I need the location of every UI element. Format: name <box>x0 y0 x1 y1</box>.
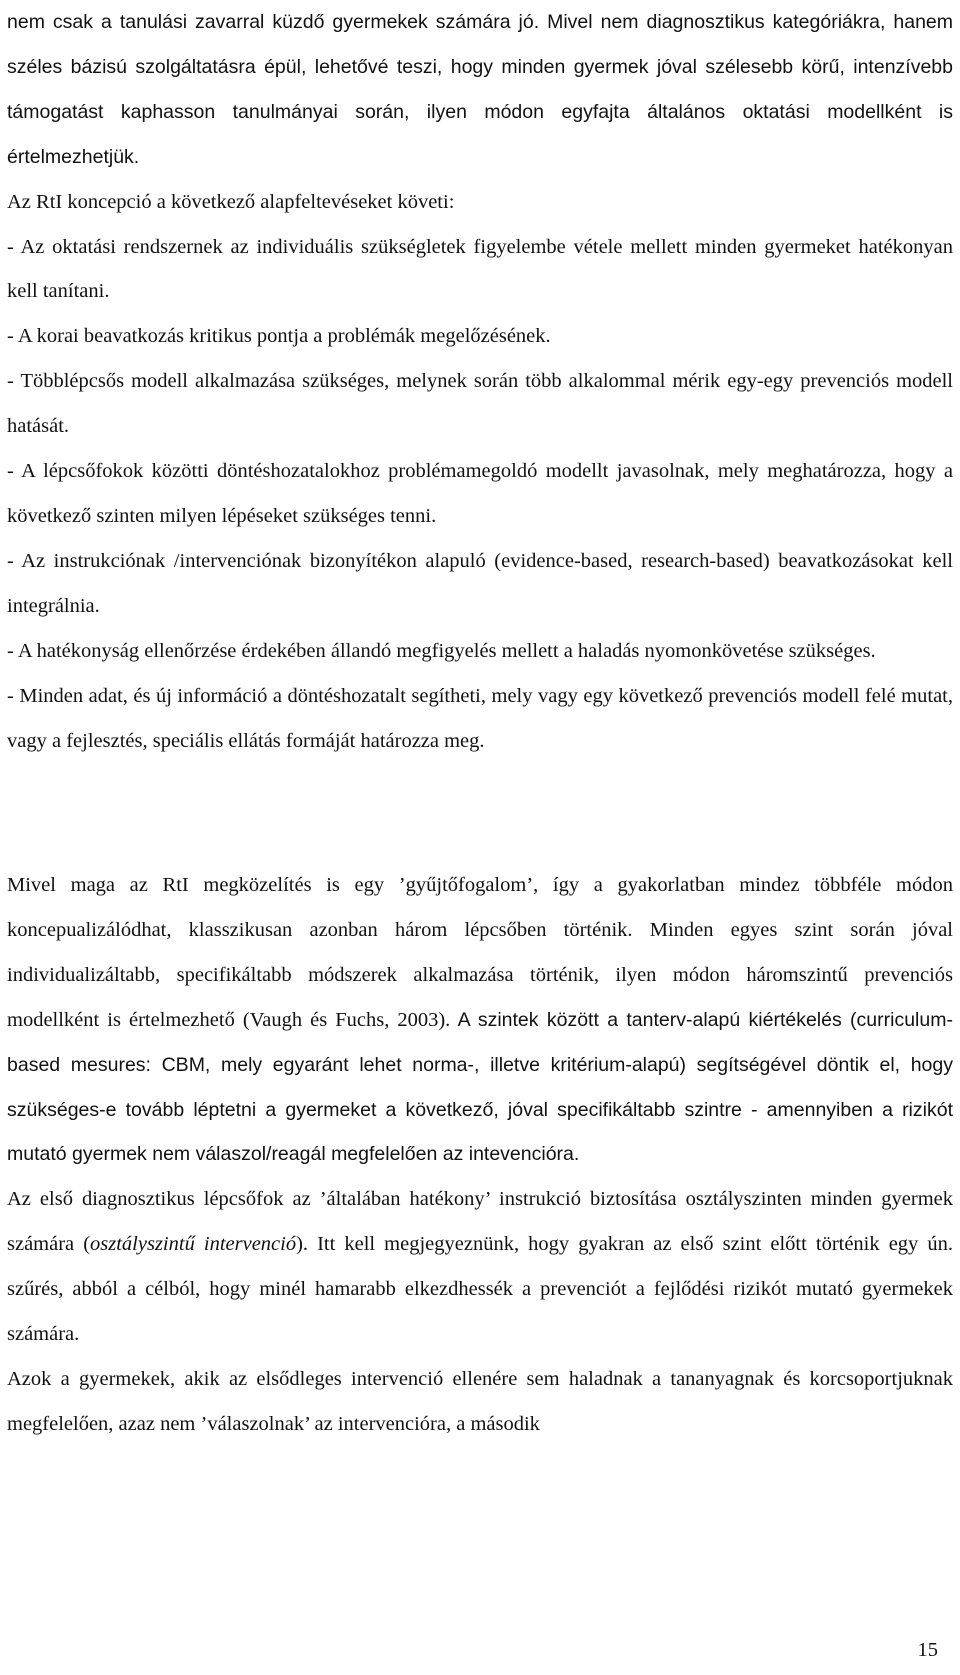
list-item-assumption-5: - Az instrukciónak /intervenciónak bizonyítékon alapuló (evidence-based, research-based) beavatkozásokat kell integrálnia. <box>7 549 953 617</box>
paragraph-assumptions-lead: Az RtI koncepció a következő alapfeltevéseket követi: <box>7 190 455 213</box>
paragraph-rti-levels-part-2: A szintek között a tanterv-alapú kiértékelés (curriculum-based mesures: CBM, mely egyaránt lehet norma-, illetve kritérium-alapú) segítségével döntik el, hogy szükséges-e tovább léptetni a gyermeket a következő, jóval specifikáltabb szintre - amennyiben a rizikót mutató gyermek nem válaszol/reagál megfelelően az intevencióra. <box>7 1008 953 1166</box>
paragraph-first-level <box>7 1177 953 1357</box>
paragraph-rti-levels <box>7 863 953 1177</box>
text-block-upper <box>7 0 953 763</box>
paragraph-rti-levels-part-1: Mivel maga az RtI megközelítés is egy ’gyűjtőfogalom’, így a gyakorlatban mindez többféle módon koncepualizálódhat, klasszikusan azonban három lépcsőben történik. Minden egyes szint során jóval individualizáltabb, specifikáltabb módszerek alkalmazása történik, ilyen módon háromszintű prevenciós modellként is értelmezhető (Vaugh és Fuchs, 2003). <box>7 874 953 1031</box>
list-item-assumption-4: - A lépcsőfokok közötti döntéshozatalokhoz problémamegoldó modellt javasolnak, mely meghatározza, hogy a következő szinten milyen lépéseket szükséges tenni. <box>7 460 953 527</box>
paragraph-second-level: Azok a gyermekek, akik az elsődleges intervenció ellenére sem haladnak a tananyagnak és korcsoportjuknak megfelelően, azaz nem ’válaszolnak’ az intervencióra, a második <box>7 1367 953 1435</box>
list-item-assumption-2: - A korai beavatkozás kritikus pontja a problémák megelőzésének. <box>7 325 551 348</box>
list-item-assumption-3: - Többlépcsős modell alkalmazása szükséges, melynek során több alkalommal mérik egy-egy prevenciós modell hatását. <box>7 370 953 438</box>
list-item-assumption-6: - A hatékonyság ellenőrzése érdekében állandó megfigyelés mellett a haladás nyomonkövetése szükséges. <box>7 639 876 662</box>
list-item-assumption-1: - Az oktatási rendszernek az individuális szükségletek figyelembe vétele mellett minden gyermeket hatékonyan kell tanítani. <box>7 235 953 303</box>
text-block-lower <box>7 863 953 1447</box>
page-number: 15 <box>917 1639 938 1661</box>
paragraph-first-level-emphasis: osztályszintű intervenció <box>90 1233 297 1256</box>
paragraph-intro-text: nem csak a tanulási zavarral küzdő gyermekek számára jó. Mivel nem diagnosztikus kategóriákra, hanem széles bázisú szolgáltatásra épül, lehetővé teszi, hogy minden gyermek jóval szélesebb körű, intenzívebb támogatást kaphasson tanulmányai során, ilyen módon egyfajta általános oktatási modellként is értelmezhetjük. <box>7 11 953 168</box>
list-item-assumption-7: - Minden adat, és új információ a döntéshozatalt segítheti, mely vagy egy következő prevenciós modell felé mutat, vagy a fejlesztés, speciális ellátás formáját határozza meg. <box>7 684 953 752</box>
paragraph-first-level-part-2: ). Itt kell megjegyeznünk, hogy gyakran az első szint előtt történik egy ún. szűrés, abból a célból, hogy minél hamarabb elkezdhessék a prevenciót a fejlődési rizikót mutató gyermekek számára. <box>7 1233 953 1346</box>
paragraph-intro <box>7 0 953 180</box>
paragraph-first-level-part-1: Az első diagnosztikus lépcsőfok az ’általában hatékony’ instrukció biztosítása osztályszinten minden gyermek számára ( <box>7 1188 953 1256</box>
